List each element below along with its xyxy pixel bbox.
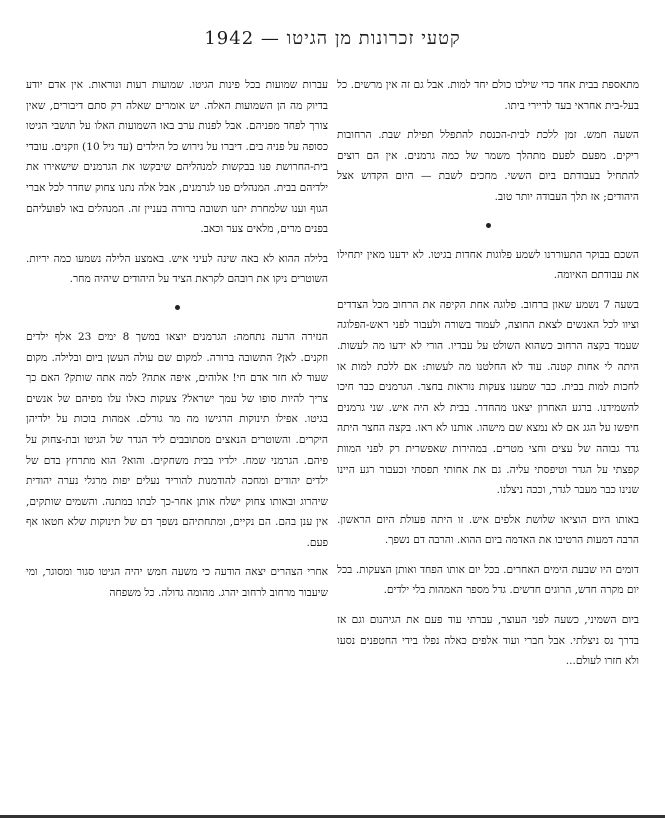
paragraph: בלילה ההוא לא באה שינה לעיני איש. באמצע הלילה נשמעו כמה יריות. השוטרים ניקו את רובהם לקראת הציד על היהודים שיהיה מחר. <box>26 252 328 286</box>
paragraph: עברות שמועות בכל פינות הגיטו. שמועות רעות ונוראות. אין אדם יודע בדיוק מה הן השמועות האלה. יש אומרים שאלה רק סתם דיבורים, שאין צורך לפחד מפניהם. אבל לפנות ערב באו השמועות האלו על תושבי הגיטו כסופה על פניה בים. דיברו על גירוש כל הילדים (עד גיל 10) וזקנים. עובדי בית-החרושת פנו בבקשות למנהליהם שיבקשו את הגרמנים שישאירו את ילדיהם בבית. המנהלים פנו לגרמנים, אבל אלה נתנו צחוק שחדר לכל אברי הגוף וענו שלמחרת יתנו תשובה ברורה בעניין זה. המנהלים באו לפועליהם בפנים מרים, מלאים צער וכאב. <box>26 79 328 236</box>
paragraph: השכם בבוקר התעוררנו לשמע פלוגות אחדות בגיטו. לא ידענו מאין יתחילו את עבודתם האיומה. <box>337 248 639 282</box>
page-title: קטעי זכרונות מן הגיטו — 1942 <box>204 28 461 49</box>
section-separator-dot <box>337 217 639 231</box>
paragraph: אחרי הצהרים יצאה הודעה כי משעה חמש יהיה הגיטו סגור ומסוגר, ומי שיעבור מרחוב לרחוב יהרג. מהומה גדולה. כל משפחה <box>26 566 328 600</box>
text-columns <box>26 75 639 795</box>
left-column <box>337 75 639 795</box>
paragraph: הנזירה הרעה נתחמה: הגרמנים יוצאו במשך 8 ימים 23 אלף ילדים וזקנים. לאן? התשובה ברורה. למקום שם עולה העשן ביום ובלילה. מקום שעוד לא חזר אדם חי! אלוהים, איפה אתה? למה אתה שותק? האם כך צריך להיות סופו של עמך ישראל? צעקות כאלו עלו מפיהם של אנשים בגיטו. אפילו תינוקות הרגישו מה מר גורלם. אמהות בוכות על ילדיהן היקרים. והשוטרים הנאצים מסתובבים ליד הגדר של הגיטו ובת-צחוק על פיהם. הגרמני שמח. ילדיו בבית משחקים. והוא? הוא מתרחץ בדם של ילדים יהודים ומחכה להודמנות להוריד נעלים יפות מרגלי נערה יהודית שיהרוג ובאותו צחוק ישלח אותן אחר-כך לבתו במתנה. והשמים שותקים, אין ענן בהם. הם נקיים, ומתחתיהם נשפך דם של תינוקות שלא חטאו אף פעם. <box>26 330 328 549</box>
section-separator-dot <box>26 299 328 313</box>
paragraph: באותו היום הוציאו שלושת אלפים איש. זו היתה פעולת היום הראשון. הרבה דמעות הרטיבו את האדמה ביום ההוא. והרבה דם נשפך. <box>337 513 639 547</box>
paragraph: השעה חמש. זמן ללכת לבית-הכנסת להתפלל תפילת שבת. הרחובות ריקים. מפעם לפעם מתהלך משמר של כמה גרמנים. אין הם רוצים להתחיל בעבודתם ביום הששי. מחכים לשבת — היום הקדוש אצל היהודים; אז תלך העבודה יותר טוב. <box>337 129 639 203</box>
paragraph: בשעה 7 נשמע שאון ברחוב. פלוגה אחת הקיפה את הרחוב מכל הצדדים וציוו לכל האנשים לצאת החוצה, לעמוד בשורה ולעבור לפני ראש-הפלוגה שעמד בקצה הרחוב כשהוא השולט על עבדיו. הורי לא ידעו מה לעשות. היתה לי אחות קטנה. עוד לא החלטנו מה לעשות: אם ללכת למות או לחכות למות בבית. כבר שמענו צעקות נוראות בחצר. הגרמנים כבר חיכו להשמידנו. ברגע האחרון יצאנו מהחדר. בבית לא היה איש. שני גרמנים חיפשו על הגג אם לא נמצא שם מישהו. אותנו לא ראו. בקצה החצר היתה גדר גבוהה של עצים וחצי מטרים. במהירות שאפשרית רק לפני המוות קפצתי על הגדר וטיפסתי עליה. גם את אחותי תפסתי וכעבור רגע היינו שנינו כבר מעבר לגדר, וככה ניצלנו. <box>337 298 639 497</box>
paragraph: מתאספת בבית אחד כדי שילכו כולם יחד למות. אבל גם זה אין מרשים. כל בעל-בית אחראי בעד לדיירי ביתו. <box>337 79 639 112</box>
paragraph: ביום השמיני, כשעה לפני העוצר, עברתי עוד פעם את הגיהנום וגם אז בדרך נס ניצלתי. אבל חברי ועוד אלפים כאלה נפלו בידי החטפנים נסעו ולא חזרו לעולם... <box>337 614 639 668</box>
paragraph: דומים היו שבעת הימים האחרים. בכל יום אותו הפחד ואותן הצעקות. בכל יום מקרה חדש, הרוגים חדשים. גדל מספר האמהות בלי ילדים. <box>337 563 639 597</box>
right-column <box>26 75 328 795</box>
